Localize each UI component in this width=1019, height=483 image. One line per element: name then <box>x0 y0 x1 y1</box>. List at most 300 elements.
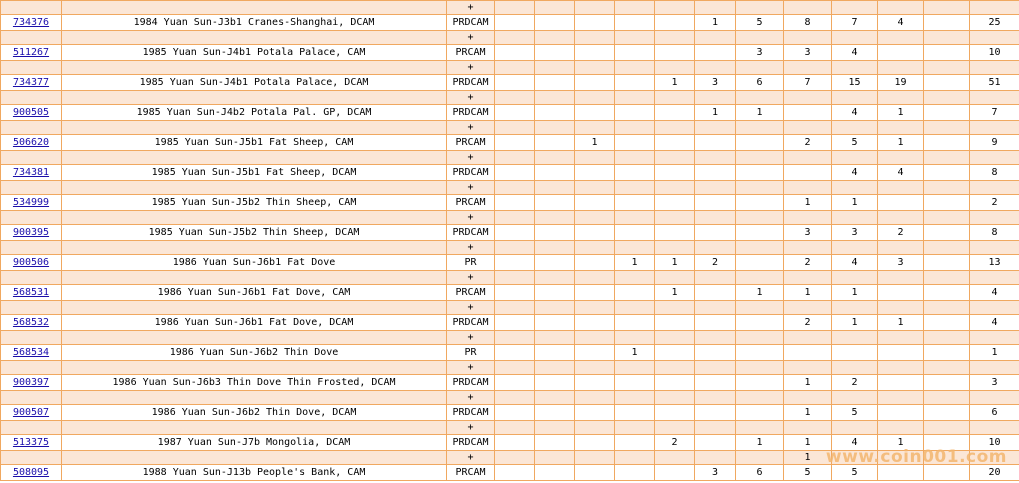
spacer-cell <box>924 241 970 255</box>
grade-count-cell: 2 <box>784 255 832 271</box>
spacer-cell <box>655 331 695 345</box>
grade-count-cell <box>615 405 655 421</box>
grade-count-cell <box>736 375 784 391</box>
grade-count-cell: 4 <box>832 105 878 121</box>
spacer-cell <box>575 211 615 225</box>
grade-count-cell <box>736 195 784 211</box>
spacer-cell <box>736 151 784 165</box>
total-cell: 25 <box>970 15 1019 31</box>
pcgs-number-link[interactable]: 734381 <box>12 167 50 178</box>
grade-count-cell <box>655 195 695 211</box>
spacer-cell <box>575 241 615 255</box>
grade-count-cell: 5 <box>832 405 878 421</box>
coin-description: 1986 Yuan Sun-J6b2 Thin Dove <box>62 345 447 361</box>
spacer-cell <box>62 121 447 135</box>
spacer-row <box>1 421 1019 435</box>
grade-count-cell <box>615 225 655 241</box>
grade-count-cell <box>575 285 615 301</box>
spacer-cell <box>615 361 655 375</box>
spacer-plus: + <box>447 331 495 345</box>
spacer-cell <box>970 121 1019 135</box>
coin-description: 1986 Yuan Sun-J6b1 Fat Dove, CAM <box>62 285 447 301</box>
spacer-cell <box>924 181 970 195</box>
spacer-cell <box>1 91 62 105</box>
designation-cell: PRDCAM <box>447 75 495 91</box>
pcgs-number-cell <box>1 135 62 151</box>
spacer-cell <box>1 331 62 345</box>
spacer-cell <box>832 331 878 345</box>
pcgs-number-link[interactable]: 900397 <box>12 377 50 388</box>
designation-cell: PRCAM <box>447 285 495 301</box>
grade-count-cell: 1 <box>736 105 784 121</box>
spacer-cell <box>535 451 575 465</box>
grade-count-cell <box>575 315 615 331</box>
spacer-cell <box>924 61 970 75</box>
spacer-cell <box>62 31 447 45</box>
spacer-cell <box>62 301 447 315</box>
spacer-cell <box>62 61 447 75</box>
watermark-text: www.coin001.com <box>825 447 1007 467</box>
spacer-cell <box>535 61 575 75</box>
spacer-cell <box>575 361 615 375</box>
grade-count-cell <box>924 225 970 241</box>
coin-description: 1988 Yuan Sun-J13b People's Bank, CAM <box>62 465 447 481</box>
grade-count-cell <box>535 405 575 421</box>
grade-count-cell <box>535 165 575 181</box>
grade-count-cell <box>655 135 695 151</box>
grade-count-cell: 5 <box>736 15 784 31</box>
total-cell: 7 <box>970 105 1019 121</box>
spacer-cell <box>695 31 736 45</box>
spacer-cell <box>878 181 924 195</box>
grade-count-cell: 2 <box>655 435 695 451</box>
spacer-cell <box>655 301 695 315</box>
grade-count-cell: 7 <box>784 75 832 91</box>
spacer-cell <box>1 121 62 135</box>
spacer-cell <box>495 421 535 435</box>
pcgs-number-link[interactable]: 513375 <box>12 437 50 448</box>
spacer-cell <box>535 211 575 225</box>
spacer-cell <box>784 361 832 375</box>
grade-count-cell: 1 <box>784 195 832 211</box>
grade-count-cell <box>736 345 784 361</box>
pcgs-number-cell <box>1 195 62 211</box>
spacer-cell <box>62 421 447 435</box>
spacer-cell <box>615 91 655 105</box>
grade-count-cell <box>878 375 924 391</box>
spacer-cell <box>736 301 784 315</box>
total-cell: 1 <box>970 345 1019 361</box>
spacer-cell <box>970 1 1019 15</box>
grade-count-cell <box>924 45 970 61</box>
grade-count-cell <box>535 195 575 211</box>
spacer-cell <box>878 421 924 435</box>
grade-count-cell <box>495 285 535 301</box>
grade-count-cell <box>736 255 784 271</box>
pcgs-number-cell <box>1 435 62 451</box>
spacer-cell <box>1 391 62 405</box>
grade-count-cell: 1 <box>878 105 924 121</box>
grade-count-cell <box>495 165 535 181</box>
spacer-cell <box>655 61 695 75</box>
grade-count-cell <box>736 225 784 241</box>
grade-count-cell: 1 <box>695 15 736 31</box>
spacer-cell <box>495 31 535 45</box>
pcgs-number-link[interactable]: 900505 <box>12 107 50 118</box>
spacer-cell <box>1 451 62 465</box>
designation-cell: PR <box>447 345 495 361</box>
designation-cell: PRDCAM <box>447 375 495 391</box>
spacer-cell <box>655 271 695 285</box>
spacer-cell <box>736 181 784 195</box>
pcgs-number-link[interactable]: 734377 <box>12 77 50 88</box>
spacer-cell <box>924 91 970 105</box>
spacer-cell <box>878 121 924 135</box>
spacer-cell <box>695 301 736 315</box>
designation-cell: PRCAM <box>447 45 495 61</box>
spacer-cell <box>575 181 615 195</box>
grade-count-cell <box>535 135 575 151</box>
grade-count-cell <box>615 375 655 391</box>
grade-count-cell: 1 <box>784 375 832 391</box>
total-cell: 4 <box>970 315 1019 331</box>
total-cell: 10 <box>970 45 1019 61</box>
spacer-cell <box>970 241 1019 255</box>
grade-count-cell: 1 <box>695 105 736 121</box>
coin-description: 1987 Yuan Sun-J7b Mongolia, DCAM <box>62 435 447 451</box>
grade-count-cell: 1 <box>784 435 832 451</box>
spacer-cell <box>736 31 784 45</box>
grade-count-cell <box>695 435 736 451</box>
spacer-cell <box>736 91 784 105</box>
grade-count-cell <box>495 45 535 61</box>
grade-count-cell <box>535 315 575 331</box>
spacer-cell <box>970 391 1019 405</box>
spacer-cell <box>495 181 535 195</box>
grade-count-cell <box>736 135 784 151</box>
grade-count-cell <box>615 195 655 211</box>
coin-description: 1986 Yuan Sun-J6b3 Thin Dove Thin Frosted, DCAM <box>62 375 447 391</box>
spacer-cell <box>832 181 878 195</box>
spacer-cell <box>970 61 1019 75</box>
table-row <box>1 75 1019 91</box>
table-row <box>1 375 1019 391</box>
grade-count-cell <box>495 105 535 121</box>
spacer-cell <box>535 31 575 45</box>
spacer-cell <box>695 271 736 285</box>
spacer-cell <box>832 391 878 405</box>
grade-count-cell <box>495 465 535 481</box>
spacer-cell <box>784 301 832 315</box>
grade-count-cell: 3 <box>695 75 736 91</box>
spacer-cell <box>62 271 447 285</box>
total-cell: 20 <box>970 465 1019 481</box>
pcgs-number-link[interactable]: 568531 <box>12 287 50 298</box>
grade-count-cell: 1 <box>736 285 784 301</box>
spacer-plus: + <box>447 301 495 315</box>
grade-count-cell: 1 <box>832 195 878 211</box>
grade-count-cell <box>695 195 736 211</box>
spacer-cell <box>736 361 784 375</box>
pcgs-number-link[interactable]: 734376 <box>12 17 50 28</box>
spacer-cell <box>970 271 1019 285</box>
spacer-row <box>1 91 1019 105</box>
grade-count-cell <box>535 375 575 391</box>
spacer-cell <box>832 151 878 165</box>
pcgs-number-link[interactable]: 534999 <box>12 197 50 208</box>
grade-count-cell <box>655 315 695 331</box>
spacer-cell <box>784 271 832 285</box>
spacer-cell <box>736 331 784 345</box>
pcgs-number-link[interactable]: 900507 <box>12 407 50 418</box>
grade-count-cell <box>655 465 695 481</box>
spacer-cell <box>575 271 615 285</box>
grade-count-cell <box>575 15 615 31</box>
grade-count-cell <box>615 465 655 481</box>
spacer-cell <box>655 151 695 165</box>
grade-count-cell <box>784 105 832 121</box>
spacer-plus: + <box>447 361 495 375</box>
grade-count-cell: 1 <box>736 435 784 451</box>
spacer-row <box>1 211 1019 225</box>
spacer-cell <box>535 271 575 285</box>
grade-count-cell <box>924 285 970 301</box>
grade-count-cell <box>495 195 535 211</box>
spacer-cell <box>1 361 62 375</box>
spacer-plus: + <box>447 451 495 465</box>
pcgs-number-link[interactable]: 568534 <box>12 347 50 358</box>
grade-count-cell <box>924 15 970 31</box>
spacer-cell <box>832 421 878 435</box>
spacer-cell <box>655 361 695 375</box>
pcgs-number-link[interactable]: 568532 <box>12 317 50 328</box>
spacer-cell <box>495 391 535 405</box>
spacer-cell <box>784 211 832 225</box>
spacer-cell <box>62 151 447 165</box>
grade-count-cell <box>495 255 535 271</box>
designation-cell: PRDCAM <box>447 315 495 331</box>
spacer-cell <box>1 61 62 75</box>
spacer-cell <box>495 1 535 15</box>
grade-count-cell <box>575 45 615 61</box>
spacer-cell <box>924 1 970 15</box>
total-cell: 10 <box>970 435 1019 451</box>
grade-count-cell <box>924 195 970 211</box>
pcgs-number-link[interactable]: 900395 <box>12 227 50 238</box>
spacer-cell <box>1 31 62 45</box>
spacer-cell <box>62 331 447 345</box>
table-row <box>1 315 1019 331</box>
spacer-cell <box>832 211 878 225</box>
grade-count-cell <box>695 225 736 241</box>
designation-cell: PRDCAM <box>447 405 495 421</box>
coin-description: 1984 Yuan Sun-J3b1 Cranes-Shanghai, DCAM <box>62 15 447 31</box>
grade-count-cell <box>575 375 615 391</box>
spacer-cell <box>655 1 695 15</box>
spacer-cell <box>970 151 1019 165</box>
spacer-cell <box>832 121 878 135</box>
spacer-cell <box>784 331 832 345</box>
spacer-cell <box>615 271 655 285</box>
spacer-cell <box>535 421 575 435</box>
table-row <box>1 15 1019 31</box>
spacer-plus: + <box>447 1 495 15</box>
spacer-cell <box>970 31 1019 45</box>
pcgs-number-link[interactable]: 900506 <box>12 257 50 268</box>
grade-count-cell <box>575 255 615 271</box>
pcgs-number-link[interactable]: 506620 <box>12 137 50 148</box>
spacer-cell <box>695 211 736 225</box>
grade-count-cell <box>575 225 615 241</box>
spacer-cell <box>878 331 924 345</box>
designation-cell: PRCAM <box>447 135 495 151</box>
total-cell: 6 <box>970 405 1019 421</box>
grade-count-cell: 2 <box>695 255 736 271</box>
pcgs-number-cell <box>1 45 62 61</box>
table-row <box>1 405 1019 421</box>
grade-count-cell <box>615 45 655 61</box>
coin-description: 1985 Yuan Sun-J4b2 Potala Pal. GP, DCAM <box>62 105 447 121</box>
spacer-cell <box>62 1 447 15</box>
spacer-cell <box>1 151 62 165</box>
spacer-cell <box>695 91 736 105</box>
pcgs-number-link[interactable]: 508095 <box>12 467 50 478</box>
grade-count-cell: 4 <box>832 255 878 271</box>
grade-count-cell <box>535 45 575 61</box>
spacer-cell <box>655 421 695 435</box>
grade-count-cell: 4 <box>832 165 878 181</box>
spacer-cell <box>736 121 784 135</box>
grade-count-cell: 1 <box>655 255 695 271</box>
spacer-plus: + <box>447 241 495 255</box>
grade-count-cell: 3 <box>832 225 878 241</box>
grade-count-cell: 7 <box>832 15 878 31</box>
grade-count-cell <box>695 285 736 301</box>
grade-count-cell: 4 <box>878 165 924 181</box>
grade-count-cell <box>535 105 575 121</box>
spacer-cell <box>655 31 695 45</box>
spacer-cell <box>924 391 970 405</box>
table-row <box>1 135 1019 151</box>
designation-cell: PRDCAM <box>447 105 495 121</box>
grade-count-cell <box>924 105 970 121</box>
spacer-row <box>1 61 1019 75</box>
spacer-cell <box>1 271 62 285</box>
spacer-cell <box>1 181 62 195</box>
grade-count-cell: 1 <box>878 435 924 451</box>
spacer-plus: + <box>447 211 495 225</box>
spacer-cell <box>575 331 615 345</box>
coin-description: 1986 Yuan Sun-J6b1 Fat Dove, DCAM <box>62 315 447 331</box>
spacer-cell <box>575 1 615 15</box>
spacer-row <box>1 151 1019 165</box>
grade-count-cell <box>736 315 784 331</box>
grade-count-cell <box>615 105 655 121</box>
grade-count-cell <box>495 375 535 391</box>
spacer-cell <box>575 91 615 105</box>
grade-count-cell <box>615 165 655 181</box>
spacer-cell <box>535 151 575 165</box>
spacer-cell <box>495 301 535 315</box>
spacer-cell <box>736 1 784 15</box>
spacer-plus: + <box>447 181 495 195</box>
spacer-plus: + <box>447 421 495 435</box>
grade-count-cell: 2 <box>784 315 832 331</box>
pcgs-number-link[interactable]: 511267 <box>12 47 50 58</box>
spacer-plus: + <box>447 151 495 165</box>
grade-count-cell <box>878 285 924 301</box>
spacer-cell <box>615 121 655 135</box>
spacer-cell <box>615 211 655 225</box>
grade-count-cell <box>495 435 535 451</box>
spacer-cell <box>924 271 970 285</box>
grade-count-cell: 1 <box>615 345 655 361</box>
grade-count-cell <box>878 195 924 211</box>
grade-count-cell: 3 <box>784 225 832 241</box>
spacer-cell <box>575 121 615 135</box>
spacer-cell <box>695 121 736 135</box>
designation-cell: PRDCAM <box>447 15 495 31</box>
spacer-cell <box>924 211 970 225</box>
spacer-row <box>1 1 1019 15</box>
spacer-cell <box>535 181 575 195</box>
spacer-cell <box>575 151 615 165</box>
spacer-cell <box>575 451 615 465</box>
pcgs-number-cell <box>1 345 62 361</box>
spacer-row <box>1 361 1019 375</box>
pcgs-number-cell <box>1 255 62 271</box>
spacer-cell <box>655 211 695 225</box>
spacer-cell <box>655 451 695 465</box>
spacer-cell <box>1 1 62 15</box>
grade-count-cell: 1 <box>878 315 924 331</box>
grade-count-cell: 2 <box>784 135 832 151</box>
spacer-cell <box>695 331 736 345</box>
spacer-cell <box>878 301 924 315</box>
spacer-cell <box>878 91 924 105</box>
grade-count-cell <box>495 15 535 31</box>
spacer-cell <box>695 451 736 465</box>
spacer-cell <box>970 91 1019 105</box>
grade-count-cell <box>495 75 535 91</box>
spacer-cell <box>784 241 832 255</box>
spacer-plus: + <box>447 91 495 105</box>
spacer-cell <box>575 421 615 435</box>
spacer-cell <box>495 451 535 465</box>
spacer-cell <box>575 61 615 75</box>
pcgs-number-cell <box>1 75 62 91</box>
spacer-cell <box>655 121 695 135</box>
spacer-cell <box>695 391 736 405</box>
spacer-cell <box>784 1 832 15</box>
grade-count-cell <box>695 405 736 421</box>
grade-count-cell: 15 <box>832 75 878 91</box>
spacer-cell <box>615 1 655 15</box>
spacer-cell <box>832 31 878 45</box>
pcgs-number-cell <box>1 225 62 241</box>
grade-count-cell <box>924 375 970 391</box>
grade-count-cell <box>495 225 535 241</box>
grade-count-cell <box>495 405 535 421</box>
grade-count-cell <box>878 45 924 61</box>
grade-count-cell <box>535 75 575 91</box>
grade-count-cell <box>495 315 535 331</box>
grade-count-cell <box>655 405 695 421</box>
spacer-cell <box>924 31 970 45</box>
grade-count-cell <box>535 345 575 361</box>
total-cell: 13 <box>970 255 1019 271</box>
grade-count-cell: 4 <box>832 435 878 451</box>
